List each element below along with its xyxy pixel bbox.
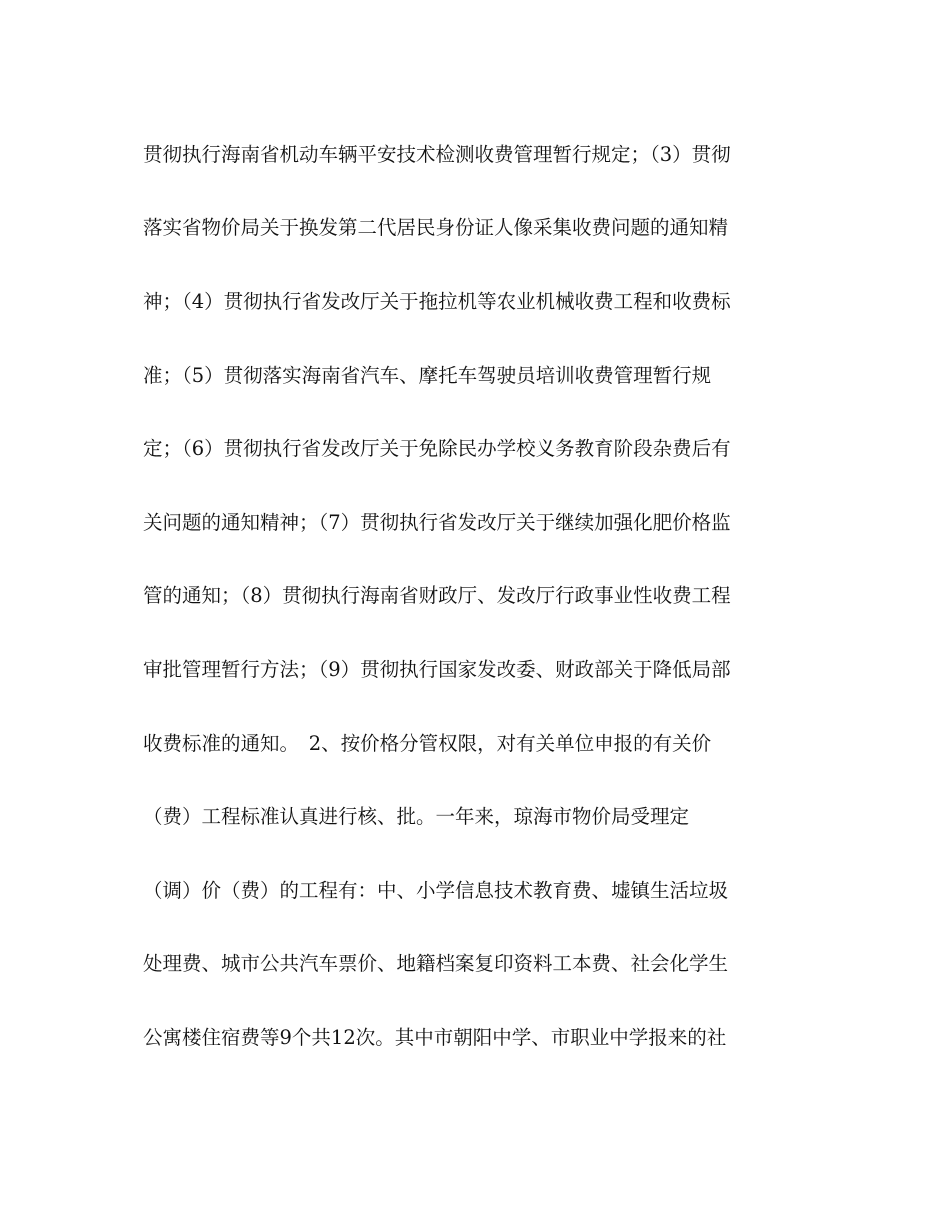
text-line: 管的通知；（8）贯彻执行海南省财政厅、发改厅行政事业性收费工程	[143, 584, 731, 607]
text-line: （调）价（费）的工程有：中、小学信息技术教育费、墟镇生活垃圾	[143, 879, 729, 902]
text-line: 处理费、城市公共汽车票价、地籍档案复印资料工本费、社会化学生	[143, 952, 729, 975]
text-line: （费）工程标准认真进行核、批。一年来，琼海市物价局受理定	[143, 805, 690, 828]
text-line: 定；（6）贯彻执行省发改厅关于免除民办学校义务教育阶段杂费后有	[143, 437, 731, 460]
text-line: 审批管理暂行方法；（9）贯彻执行国家发改委、财政部关于降低局部	[143, 658, 731, 681]
text-line: 贯彻执行海南省机动车辆平安技术检测收费管理暂行规定；（3）贯彻	[143, 143, 731, 166]
text-line: 关问题的通知精神；（7）贯彻执行省发改厅关于继续加强化肥价格监	[143, 511, 731, 534]
text-line: 神；（4）贯彻执行省发改厅关于拖拉机等农业机械收费工程和收费标	[143, 290, 731, 313]
text-line: 准；（5）贯彻落实海南省汽车、摩托车驾驶员培训收费管理暂行规	[143, 364, 712, 387]
text-line: 公寓楼住宿费等9个共12次。其中市朝阳中学、市职业中学报来的社	[143, 1026, 727, 1049]
text-line: 落实省物价局关于换发第二代居民身份证人像采集收费问题的通知精	[143, 216, 729, 239]
text-line: 收费标准的通知。 2、按价格分管权限，对有关单位申报的有关价	[143, 732, 712, 755]
